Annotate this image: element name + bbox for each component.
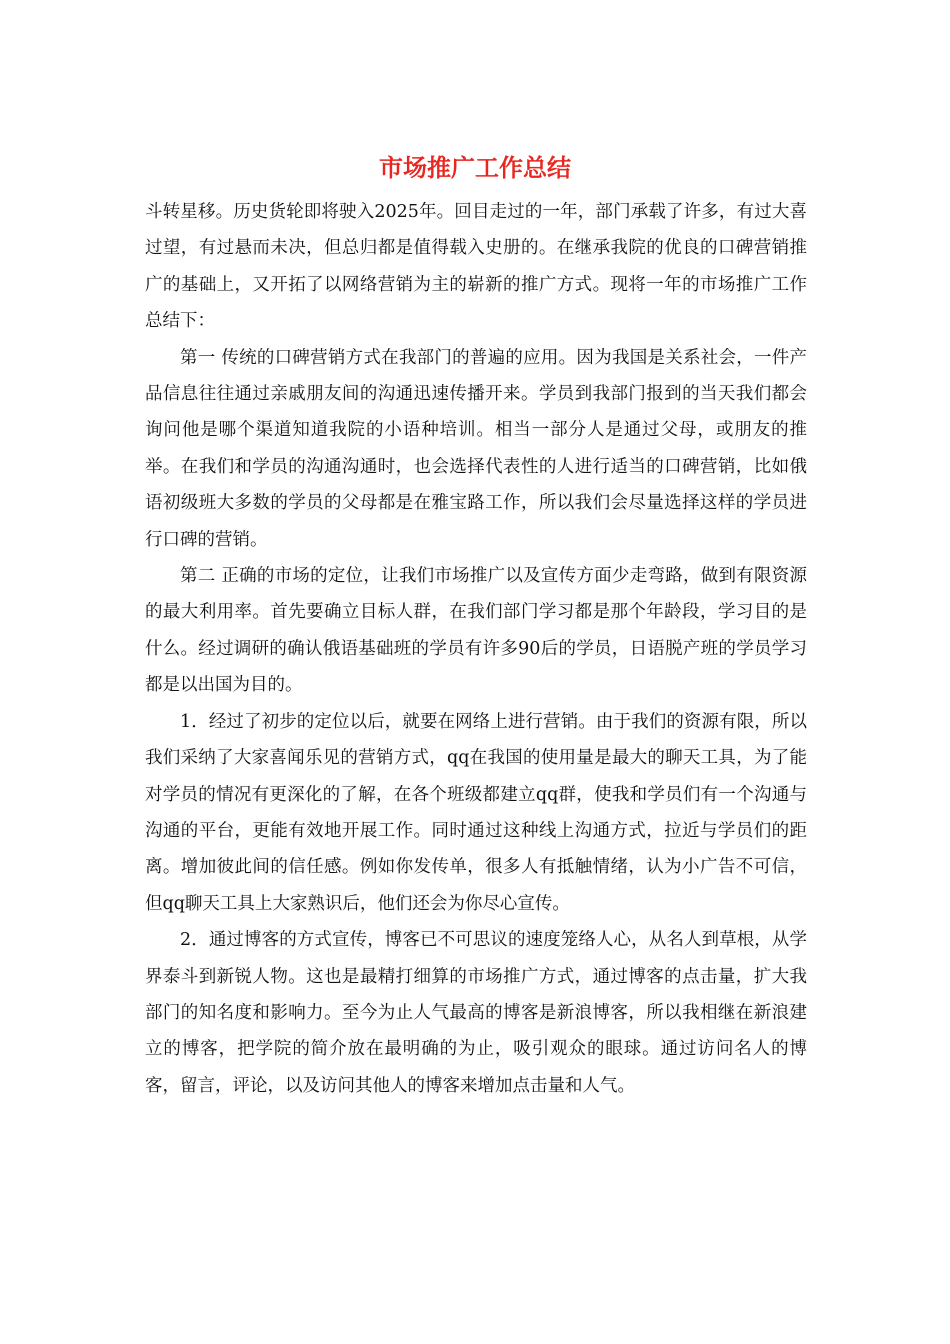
document-title: 市场推广工作总结 [379,153,571,182]
paragraph-item-2: 2．通过博客的方式宣传，博客已不可思议的速度笼络人心，从名人到草根，从学界泰斗到新锐人物。这也是最精打细算的市场推广方式，通过博客的点击量，扩大我部门的知名度和影响力。至今为止人气最高的博客是新浪博客，所以我相继在新浪建立的博客，把学院的简介放在最明确的为止，吸引观众的眼球。通过访问名人的博客，留言，评论，以及访问其他人的博客来增加点击量和人气。 [145,930,807,1096]
paragraph-second-point: 第二 正确的市场的定位，让我们市场推广以及宣传方面少走弯路，做到有限资源的最大利用率。首先要确立目标人群，在我们部门学习都是那个年龄段，学习目的是什么。经过调研的确认俄语基础班的学员有许多90后的学员，日语脱产班的学员学习都是以出国为目的。 [145,566,807,696]
paragraph-item-1: 1．经过了初步的定位以后，就要在网络上进行营销。由于我们的资源有限，所以我们采纳了大家喜闻乐见的营销方式，qq在我国的使用量是最大的聊天工具，为了能对学员的情况有更深化的了解，在各个班级都建立qq群，使我和学员们有一个沟通与沟通的平台，更能有效地开展工作。同时通过这种线上沟通方式，拉近与学员们的距离。增加彼此间的信任感。例如你发传单，很多人有抵触情绪，认为小广告不可信，但qq聊天工具上大家熟识后，他们还会为你尽心宣传。 [145,711,807,914]
paragraph-intro: 斗转星移。历史货轮即将驶入2025年。回目走过的一年，部门承载了许多，有过大喜过望，有过悬而未决，但总归都是值得载入史册的。在继承我院的优良的口碑营销推广的基础上，又开拓了以网络营销为主的崭新的推广方式。现将一年的市场推广工作总结下： [145,202,807,332]
paragraph-first-point: 第一 传统的口碑营销方式在我部门的普遍的应用。因为我国是关系社会，一件产品信息往往通过亲戚朋友间的沟通迅速传播开来。学员到我部门报到的当天我们都会询问他是哪个渠道知道我院的小语种培训。相当一部分人是通过父母，或朋友的推举。在我们和学员的沟通沟通时，也会选择代表性的人进行适当的口碑营销，比如俄语初级班大多数的学员的父母都是在雅宝路工作，所以我们会尽量选择这样的学员进行口碑的营销。 [145,347,807,550]
document-body [145,194,807,1104]
